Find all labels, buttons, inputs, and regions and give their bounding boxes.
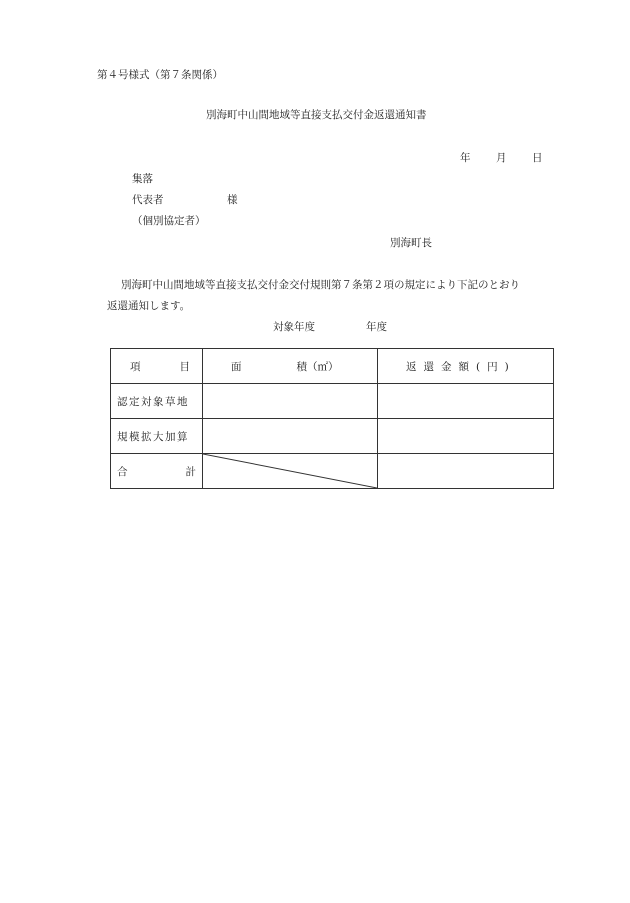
row-label-cell — [111, 384, 203, 419]
header-item-char-1: 項 — [130, 360, 141, 373]
area-input-cell[interactable] — [203, 384, 378, 419]
row-label: 認定対象草地 — [117, 395, 189, 408]
date-year-label: 年 — [460, 152, 471, 164]
header-amount-cell — [378, 349, 554, 384]
area-input-cell[interactable] — [203, 419, 378, 454]
diagonal-slash — [203, 454, 377, 488]
honorific-label: 様 — [227, 194, 238, 206]
village-label: 集落 — [132, 173, 153, 185]
header-item-cell — [111, 349, 203, 384]
amount-input-cell[interactable] — [378, 419, 554, 454]
total-label-char-1: 合 — [117, 465, 128, 478]
header-area-cell — [203, 349, 378, 384]
header-area-char-1: 面 — [231, 360, 242, 373]
mayor-signature: 別海町長 — [390, 237, 432, 249]
individual-agreement-label: （個別協定者） — [132, 215, 206, 227]
total-label-char-2: 計 — [185, 465, 196, 478]
body-text-line-2: 返還通知します。 — [107, 300, 191, 312]
header-area-unit: 積（㎡） — [296, 360, 339, 373]
row-label: 規模拡大加算 — [117, 430, 189, 443]
header-item-char-2: 目 — [179, 360, 190, 373]
header-amount-label: 返還金額(円) — [406, 360, 516, 373]
table-total-row — [111, 454, 554, 489]
document-title: 別海町中山間地域等直接支払交付金返還通知書 — [206, 109, 427, 121]
representative-label: 代表者 — [132, 194, 164, 206]
row-label-cell — [111, 419, 203, 454]
date-month-label: 月 — [496, 152, 507, 164]
total-label-cell — [111, 454, 203, 489]
total-area-crossed-cell — [203, 454, 378, 489]
table-row — [111, 419, 554, 454]
table-header-row — [111, 349, 554, 384]
amount-input-cell[interactable] — [378, 384, 554, 419]
form-number: 第４号様式（第７条関係） — [97, 69, 223, 81]
total-amount-cell[interactable] — [378, 454, 554, 489]
fiscal-year-unit: 年度 — [366, 321, 387, 333]
body-text-line-1: 別海町中山間地域等直接支払交付金交付規則第７条第２項の規定により下記のとおり — [121, 279, 520, 291]
return-amount-table — [110, 348, 554, 489]
table-row — [111, 384, 554, 419]
date-day-label: 日 — [532, 152, 543, 164]
fiscal-year-label: 対象年度 — [273, 321, 315, 333]
